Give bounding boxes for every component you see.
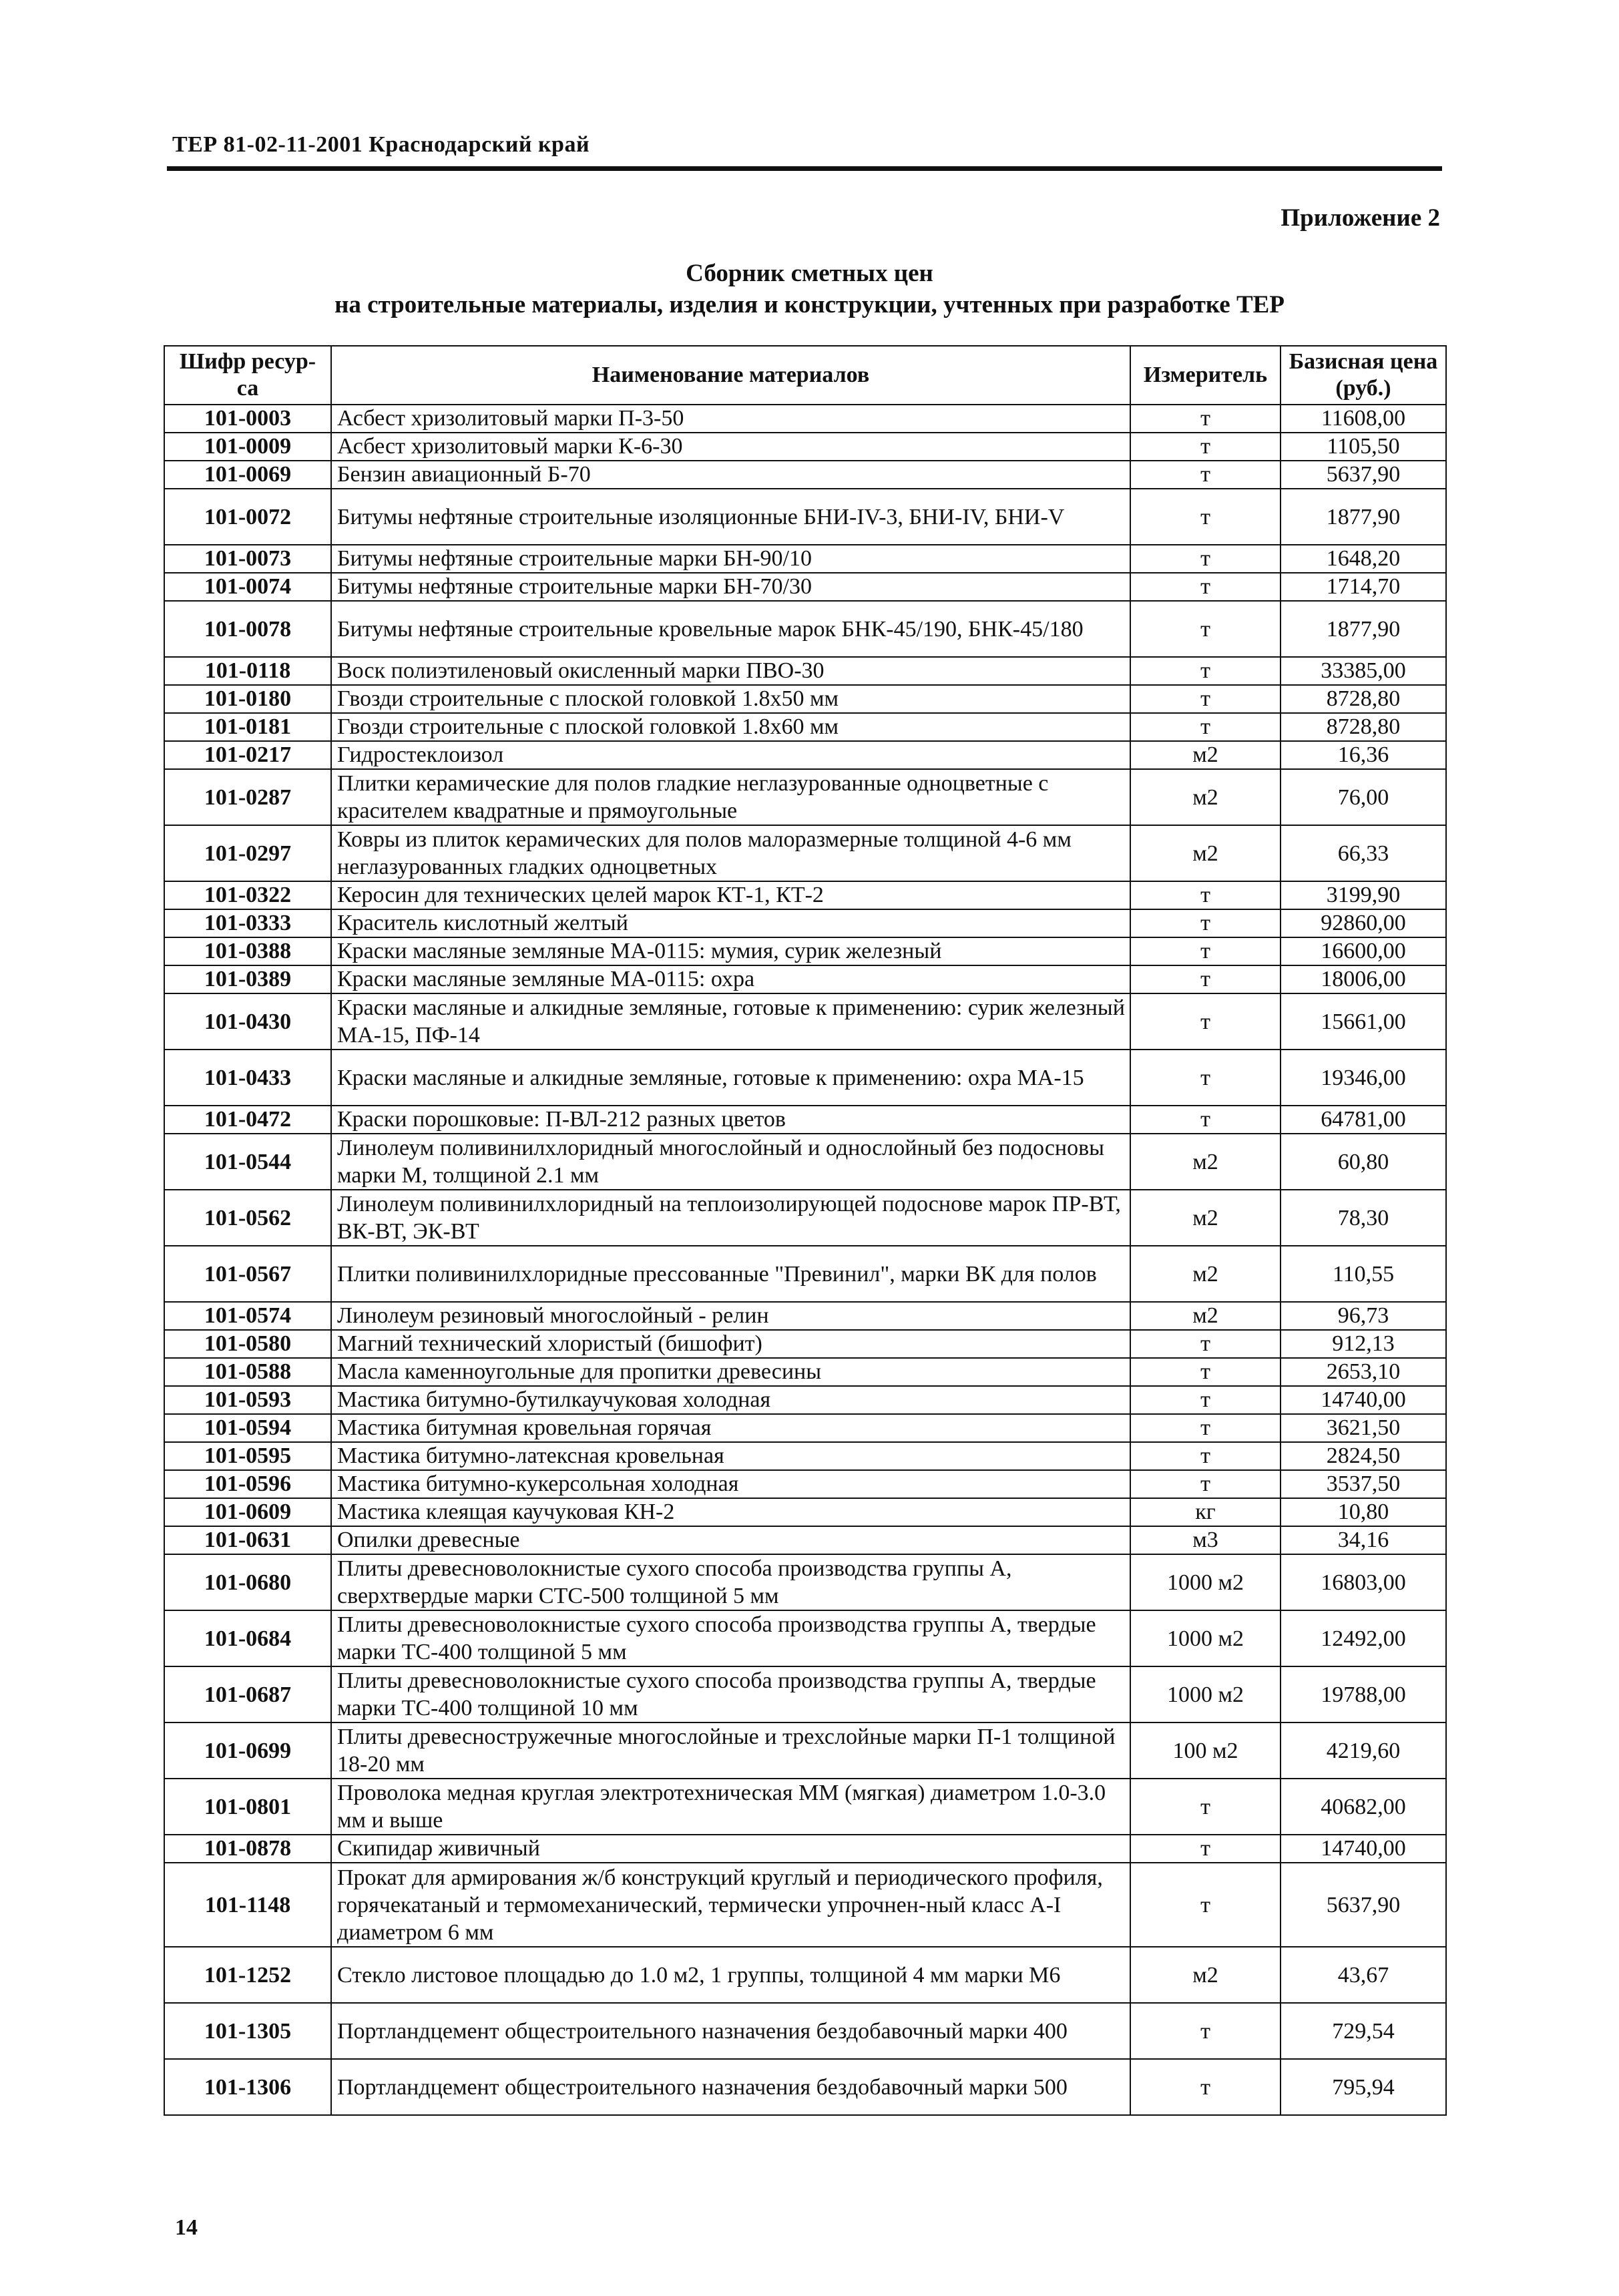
table-row <box>164 461 1446 489</box>
row-code: 101-0180 <box>164 685 331 713</box>
table-row <box>164 1302 1446 1330</box>
table-row <box>164 1863 1446 1947</box>
row-code: 101-0389 <box>164 965 331 993</box>
row-price: 64781,00 <box>1281 1106 1446 1134</box>
table-row <box>164 1526 1446 1554</box>
row-material-name: Бензин авиационный Б-70 <box>331 461 1130 489</box>
row-material-name: Линолеум резиновый многослойный - релин <box>331 1302 1130 1330</box>
row-material-name: Асбест хризолитовый марки К-6-30 <box>331 433 1130 461</box>
row-unit: т <box>1130 993 1281 1050</box>
row-code: 101-0078 <box>164 601 331 657</box>
row-code: 101-0073 <box>164 545 331 573</box>
row-material-name: Проволока медная круглая электротехническая ММ (мягкая) диаметром 1.0-3.0 мм и выше <box>331 1779 1130 1835</box>
row-unit: 1000 м2 <box>1130 1666 1281 1723</box>
row-price: 1105,50 <box>1281 433 1446 461</box>
table-row <box>164 1386 1446 1414</box>
row-unit: т <box>1130 1779 1281 1835</box>
row-material-name: Гвозди строительные с плоской головкой 1.8х50 мм <box>331 685 1130 713</box>
table-row <box>164 741 1446 769</box>
table-row <box>164 1498 1446 1526</box>
column-header-price: Базисная цена (руб.) <box>1281 346 1446 405</box>
table-row <box>164 573 1446 601</box>
row-material-name: Масла каменноугольные для пропитки древесины <box>331 1358 1130 1386</box>
row-code: 101-0118 <box>164 657 331 685</box>
row-price: 3537,50 <box>1281 1470 1446 1498</box>
row-price: 14740,00 <box>1281 1386 1446 1414</box>
row-material-name: Битумы нефтяные строительные изоляционные БНИ-IV-3, БНИ-IV, БНИ-V <box>331 489 1130 545</box>
column-header-code: Шифр ресур-са <box>164 346 331 405</box>
row-price: 34,16 <box>1281 1526 1446 1554</box>
table-row <box>164 1414 1446 1442</box>
row-code: 101-0631 <box>164 1526 331 1554</box>
row-code: 101-0322 <box>164 881 331 909</box>
row-material-name: Плитки поливинилхлоридные прессованные "Превинил", марки ВК для полов <box>331 1246 1130 1302</box>
row-unit: т <box>1130 1330 1281 1358</box>
row-unit: т <box>1130 1470 1281 1498</box>
row-price: 14740,00 <box>1281 1835 1446 1863</box>
row-material-name: Плиты древесностружечные многослойные и трехслойные марки П-1 толщиной 18-20 мм <box>331 1723 1130 1779</box>
row-price: 1648,20 <box>1281 545 1446 573</box>
row-price: 2824,50 <box>1281 1442 1446 1470</box>
page-number: 14 <box>175 2215 198 2240</box>
price-table <box>164 345 1447 2116</box>
table-row <box>164 545 1446 573</box>
table-row <box>164 2059 1446 2115</box>
row-unit: т <box>1130 1386 1281 1414</box>
table-row <box>164 1610 1446 1666</box>
row-price: 60,80 <box>1281 1134 1446 1190</box>
document-title: Сборник сметных цен <box>686 260 933 287</box>
table-row <box>164 1554 1446 1610</box>
row-price: 8728,80 <box>1281 685 1446 713</box>
row-material-name: Краски масляные и алкидные земляные, готовые к применению: сурик железный МА-15, ПФ-14 <box>331 993 1130 1050</box>
row-code: 101-0567 <box>164 1246 331 1302</box>
row-price: 795,94 <box>1281 2059 1446 2115</box>
row-material-name: Мастика битумная кровельная горячая <box>331 1414 1130 1442</box>
row-unit: т <box>1130 1050 1281 1106</box>
row-code: 101-1252 <box>164 1947 331 2003</box>
row-material-name: Асбест хризолитовый марки П-3-50 <box>331 405 1130 433</box>
row-code: 101-0003 <box>164 405 331 433</box>
row-unit: т <box>1130 405 1281 433</box>
table-row <box>164 769 1446 825</box>
row-code: 101-0593 <box>164 1386 331 1414</box>
row-code: 101-0074 <box>164 573 331 601</box>
row-material-name: Магний технический хлористый (бишофит) <box>331 1330 1130 1358</box>
row-unit: т <box>1130 657 1281 685</box>
row-material-name: Линолеум поливинилхлоридный многослойный и однослойный без подосновы марки М, толщиной 2.1 мм <box>331 1134 1130 1190</box>
row-unit: м2 <box>1130 1947 1281 2003</box>
row-code: 101-0596 <box>164 1470 331 1498</box>
row-unit: м2 <box>1130 825 1281 881</box>
row-code: 101-0878 <box>164 1835 331 1863</box>
row-price: 3621,50 <box>1281 1414 1446 1442</box>
row-unit: т <box>1130 2059 1281 2115</box>
row-price: 11608,00 <box>1281 405 1446 433</box>
row-code: 101-0580 <box>164 1330 331 1358</box>
row-unit: т <box>1130 1863 1281 1947</box>
row-code: 101-0562 <box>164 1190 331 1246</box>
row-unit: т <box>1130 461 1281 489</box>
table-row <box>164 937 1446 965</box>
row-material-name: Мастика битумно-кукерсольная холодная <box>331 1470 1130 1498</box>
row-code: 101-1306 <box>164 2059 331 2115</box>
document-subtitle: на строительные материалы, изделия и конструкции, учтенных при разработке ТЕР <box>334 291 1285 318</box>
row-price: 92860,00 <box>1281 909 1446 937</box>
row-price: 1877,90 <box>1281 489 1446 545</box>
row-material-name: Прокат для армирования ж/б конструкций круглый и периодического профиля, горячекатаный и термомеханический, термически упрочнен-ный класс А-I диаметром 6 мм <box>331 1863 1130 1947</box>
row-material-name: Воск полиэтиленовый окисленный марки ПВО-30 <box>331 657 1130 685</box>
row-code: 101-0287 <box>164 769 331 825</box>
row-price: 19346,00 <box>1281 1050 1446 1106</box>
row-code: 101-1305 <box>164 2003 331 2059</box>
table-row <box>164 713 1446 741</box>
table-row <box>164 881 1446 909</box>
table-row <box>164 657 1446 685</box>
row-code: 101-0388 <box>164 937 331 965</box>
table-row <box>164 1134 1446 1190</box>
table-row <box>164 965 1446 993</box>
row-price: 2653,10 <box>1281 1358 1446 1386</box>
table-row <box>164 993 1446 1050</box>
table-row <box>164 1779 1446 1835</box>
row-price: 43,67 <box>1281 1947 1446 2003</box>
row-material-name: Краситель кислотный желтый <box>331 909 1130 937</box>
row-unit: т <box>1130 965 1281 993</box>
row-material-name: Плиты древесноволокнистые сухого способа производства группы А, сверхтвердые марки СТС-500 толщиной 5 мм <box>331 1554 1130 1610</box>
row-price: 19788,00 <box>1281 1666 1446 1723</box>
row-price: 76,00 <box>1281 769 1446 825</box>
table-row <box>164 489 1446 545</box>
row-code: 101-0680 <box>164 1554 331 1610</box>
row-unit: т <box>1130 2003 1281 2059</box>
row-unit: м2 <box>1130 741 1281 769</box>
row-code: 101-0217 <box>164 741 331 769</box>
column-header-name: Наименование материалов <box>331 346 1130 405</box>
row-code: 101-0297 <box>164 825 331 881</box>
row-material-name: Мастика битумно-латексная кровельная <box>331 1442 1130 1470</box>
row-unit: т <box>1130 685 1281 713</box>
row-unit: 1000 м2 <box>1130 1610 1281 1666</box>
row-price: 16,36 <box>1281 741 1446 769</box>
row-unit: т <box>1130 909 1281 937</box>
row-material-name: Краски масляные земляные МА-0115: охра <box>331 965 1130 993</box>
row-price: 110,55 <box>1281 1246 1446 1302</box>
row-price: 16600,00 <box>1281 937 1446 965</box>
row-price: 5637,90 <box>1281 1863 1446 1947</box>
table-row <box>164 1442 1446 1470</box>
row-code: 101-0544 <box>164 1134 331 1190</box>
row-material-name: Стекло листовое площадью до 1.0 м2, 1 группы, толщиной 4 мм марки М6 <box>331 1947 1130 2003</box>
row-code: 101-0588 <box>164 1358 331 1386</box>
row-price: 5637,90 <box>1281 461 1446 489</box>
table-row <box>164 1246 1446 1302</box>
row-unit: т <box>1130 713 1281 741</box>
row-code: 101-1148 <box>164 1863 331 1947</box>
row-code: 101-0430 <box>164 993 331 1050</box>
row-unit: т <box>1130 1358 1281 1386</box>
row-unit: 1000 м2 <box>1130 1554 1281 1610</box>
row-code: 101-0594 <box>164 1414 331 1442</box>
row-unit: м2 <box>1130 769 1281 825</box>
row-price: 8728,80 <box>1281 713 1446 741</box>
row-price: 66,33 <box>1281 825 1446 881</box>
row-price: 96,73 <box>1281 1302 1446 1330</box>
row-material-name: Мастика клеящая каучуковая КН-2 <box>331 1498 1130 1526</box>
row-material-name: Плиты древесноволокнистые сухого способа производства группы А, твердые марки ТС-400 толщиной 5 мм <box>331 1610 1130 1666</box>
row-material-name: Краски масляные и алкидные земляные, готовые к применению: охра МА-15 <box>331 1050 1130 1106</box>
row-material-name: Мастика битумно-бутилкаучуковая холодная <box>331 1386 1130 1414</box>
table-row <box>164 1947 1446 2003</box>
row-price: 40682,00 <box>1281 1779 1446 1835</box>
table-row <box>164 601 1446 657</box>
table-body <box>164 405 1446 2115</box>
table-row <box>164 433 1446 461</box>
row-unit: м2 <box>1130 1302 1281 1330</box>
row-unit: т <box>1130 573 1281 601</box>
row-unit: кг <box>1130 1498 1281 1526</box>
row-material-name: Керосин для технических целей марок КТ-1, КТ-2 <box>331 881 1130 909</box>
row-unit: т <box>1130 937 1281 965</box>
row-code: 101-0574 <box>164 1302 331 1330</box>
table-row <box>164 1358 1446 1386</box>
row-unit: т <box>1130 1414 1281 1442</box>
row-code: 101-0433 <box>164 1050 331 1106</box>
row-material-name: Битумы нефтяные строительные марки БН-70/30 <box>331 573 1130 601</box>
table-row <box>164 685 1446 713</box>
header-divider <box>167 166 1442 171</box>
row-unit: т <box>1130 433 1281 461</box>
row-material-name: Битумы нефтяные строительные кровельные марок БНК-45/190, БНК-45/180 <box>331 601 1130 657</box>
table-row <box>164 1190 1446 1246</box>
row-price: 12492,00 <box>1281 1610 1446 1666</box>
row-material-name: Плиты древесноволокнистые сухого способа производства группы А, твердые марки ТС-400 толщиной 10 мм <box>331 1666 1130 1723</box>
row-price: 18006,00 <box>1281 965 1446 993</box>
appendix-label: Приложение 2 <box>1281 204 1440 232</box>
row-material-name: Портландцемент общестроительного назначения бездобавочный марки 500 <box>331 2059 1130 2115</box>
row-price: 15661,00 <box>1281 993 1446 1050</box>
row-price: 1714,70 <box>1281 573 1446 601</box>
row-material-name: Плитки керамические для полов гладкие неглазурованные одноцветные с красителем квадратные и прямоугольные <box>331 769 1130 825</box>
row-code: 101-0009 <box>164 433 331 461</box>
row-unit: т <box>1130 601 1281 657</box>
row-code: 101-0801 <box>164 1779 331 1835</box>
row-unit: т <box>1130 545 1281 573</box>
row-code: 101-0595 <box>164 1442 331 1470</box>
row-code: 101-0333 <box>164 909 331 937</box>
table-row <box>164 909 1446 937</box>
row-unit: м2 <box>1130 1246 1281 1302</box>
row-code: 101-0699 <box>164 1723 331 1779</box>
table-row <box>164 1106 1446 1134</box>
row-code: 101-0472 <box>164 1106 331 1134</box>
table-row <box>164 2003 1446 2059</box>
row-price: 10,80 <box>1281 1498 1446 1526</box>
row-price: 912,13 <box>1281 1330 1446 1358</box>
row-material-name: Битумы нефтяные строительные марки БН-90/10 <box>331 545 1130 573</box>
row-unit: 100 м2 <box>1130 1723 1281 1779</box>
row-material-name: Краски порошковые: П-ВЛ-212 разных цветов <box>331 1106 1130 1134</box>
table-row <box>164 825 1446 881</box>
row-material-name: Ковры из плиток керамических для полов малоразмерные толщиной 4-6 мм неглазурованных гладких одноцветных <box>331 825 1130 881</box>
table-row <box>164 1835 1446 1863</box>
row-unit: т <box>1130 881 1281 909</box>
running-header: ТЕР 81-02-11-2001 Краснодарский край <box>172 132 590 157</box>
row-unit: т <box>1130 1106 1281 1134</box>
row-unit: т <box>1130 489 1281 545</box>
row-material-name: Скипидар живичный <box>331 1835 1130 1863</box>
row-unit: м3 <box>1130 1526 1281 1554</box>
row-price: 33385,00 <box>1281 657 1446 685</box>
row-code: 101-0181 <box>164 713 331 741</box>
row-price: 78,30 <box>1281 1190 1446 1246</box>
table-row <box>164 405 1446 433</box>
row-code: 101-0684 <box>164 1610 331 1666</box>
row-price: 729,54 <box>1281 2003 1446 2059</box>
row-material-name: Линолеум поливинилхлоридный на теплоизолирующей подоснове марок ПР-ВТ, ВК-ВТ, ЭК-ВТ <box>331 1190 1130 1246</box>
row-code: 101-0069 <box>164 461 331 489</box>
row-code: 101-0687 <box>164 1666 331 1723</box>
table-row <box>164 1470 1446 1498</box>
table-row <box>164 1330 1446 1358</box>
row-code: 101-0072 <box>164 489 331 545</box>
row-code: 101-0609 <box>164 1498 331 1526</box>
row-unit: т <box>1130 1442 1281 1470</box>
table-header-row <box>164 346 1446 405</box>
row-unit: м2 <box>1130 1134 1281 1190</box>
row-material-name: Опилки древесные <box>331 1526 1130 1554</box>
row-material-name: Гидростеклоизол <box>331 741 1130 769</box>
row-unit: м2 <box>1130 1190 1281 1246</box>
row-price: 1877,90 <box>1281 601 1446 657</box>
row-material-name: Портландцемент общестроительного назначения бездобавочный марки 400 <box>331 2003 1130 2059</box>
row-unit: т <box>1130 1835 1281 1863</box>
row-material-name: Гвозди строительные с плоской головкой 1.8х60 мм <box>331 713 1130 741</box>
table-row <box>164 1723 1446 1779</box>
table-row <box>164 1666 1446 1723</box>
table-row <box>164 1050 1446 1106</box>
row-price: 4219,60 <box>1281 1723 1446 1779</box>
row-price: 16803,00 <box>1281 1554 1446 1610</box>
row-price: 3199,90 <box>1281 881 1446 909</box>
row-material-name: Краски масляные земляные МА-0115: мумия, сурик железный <box>331 937 1130 965</box>
column-header-unit: Измеритель <box>1130 346 1281 405</box>
